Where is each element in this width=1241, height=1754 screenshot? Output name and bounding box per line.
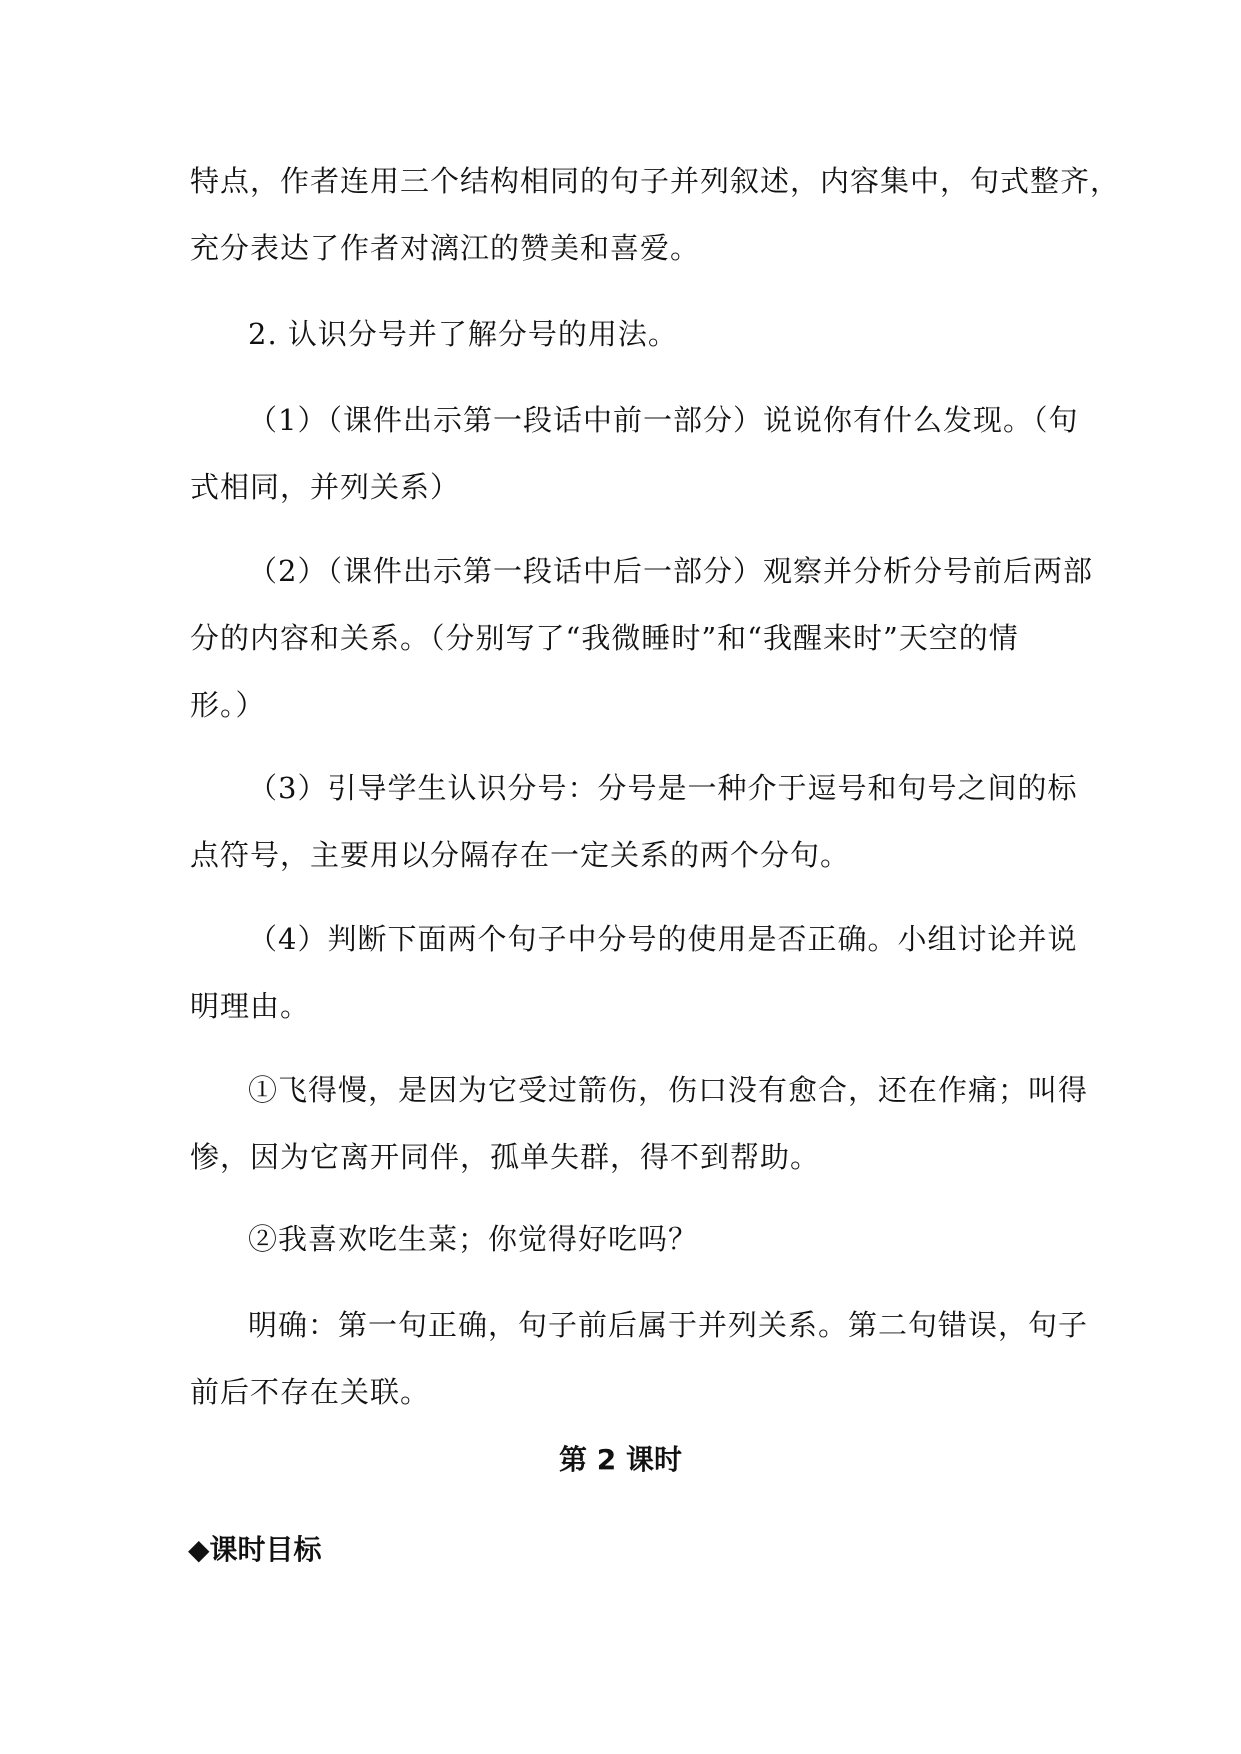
paragraph-example-1: [190, 1057, 1089, 1191]
section-title: [188, 1530, 322, 1570]
text-line: （3）引导学生认识分号：分号是一种介于逗号和句号之间的标: [248, 771, 1078, 805]
section-title-text: 课时目标: [209, 1533, 322, 1566]
text-line: ①飞得慢，是因为它受过箭伤，伤口没有愈合，还在作痛；叫得: [248, 1073, 1089, 1107]
text-line: 特点，作者连用三个结构相同的句子并列叙述，内容集中，句式整齐，: [190, 164, 1121, 198]
diamond-bullet-icon: ◆: [188, 1533, 210, 1566]
text-line: 分的内容和关系。（分别写了“我微睡时”和“我醒来时”天空的情: [190, 621, 1019, 655]
paragraph-example-2: [190, 1206, 1060, 1273]
text-line: （4）判断下面两个句子中分号的使用是否正确。小组讨论并说: [248, 922, 1078, 956]
text-line: 明理由。: [190, 989, 311, 1023]
text-line: ②我喜欢吃生菜；你觉得好吃吗？: [248, 1222, 699, 1256]
paragraph-sub-1: [190, 387, 1079, 521]
paragraph-sub-4: [190, 906, 1078, 1040]
text-line: 充分表达了作者对漓江的赞美和喜爱。: [190, 231, 701, 265]
text-line: 式相同，并列关系）: [190, 470, 461, 504]
paragraph-item-2: [190, 301, 1060, 368]
text-line: （1）（课件出示第一段话中前一部分）说说你有什么发现。（句: [248, 403, 1079, 437]
paragraph-sub-3: [190, 755, 1078, 889]
text-line: （2）（课件出示第一段话中后一部分）观察并分析分号前后两部: [248, 554, 1093, 588]
text-line: 点符号，主要用以分隔存在一定关系的两个分句。: [190, 838, 851, 872]
lesson-heading: 第 2 课时: [559, 1443, 682, 1476]
text-line: 2. 认识分号并了解分号的用法。: [248, 317, 678, 351]
text-line: 惨，因为它离开同伴，孤单失群，得不到帮助。: [190, 1140, 821, 1174]
paragraph-continuation: [190, 148, 1121, 282]
paragraph-answer: [190, 1292, 1089, 1426]
text-line: 前后不存在关联。: [190, 1375, 431, 1409]
text-line: 形。）: [190, 688, 266, 722]
text-line: 明确：第一句正确，句子前后属于并列关系。第二句错误，句子: [248, 1308, 1089, 1342]
paragraph-sub-2: [190, 538, 1093, 739]
